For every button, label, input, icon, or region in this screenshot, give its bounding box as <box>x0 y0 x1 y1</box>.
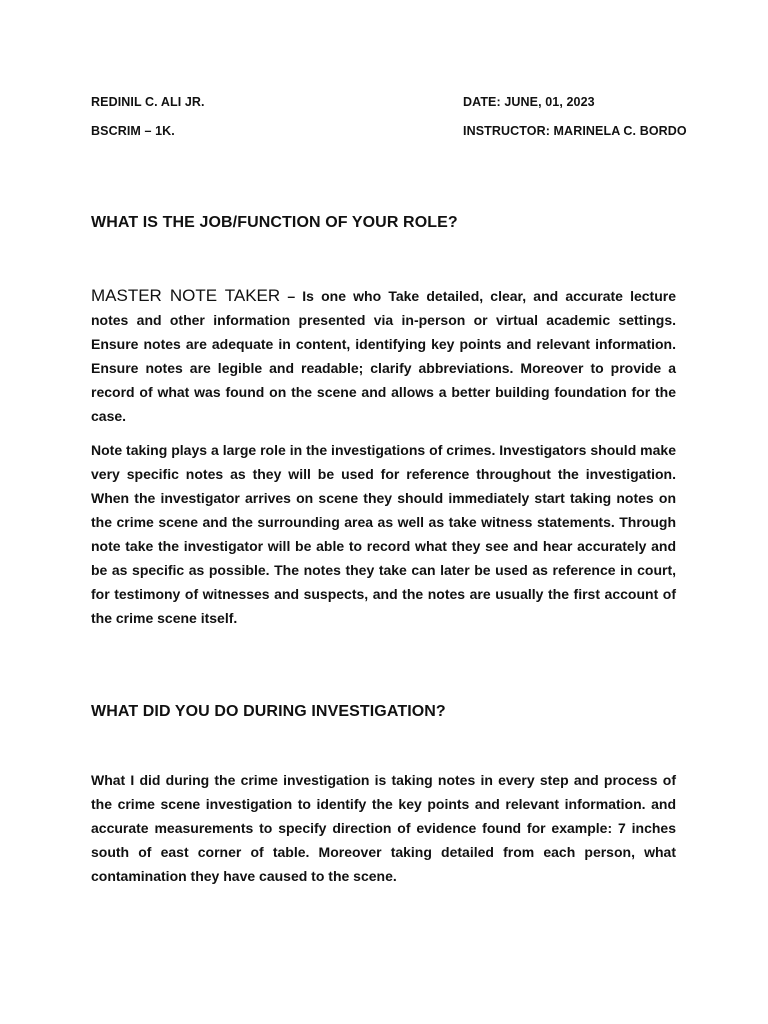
course-section: BSCRIM – 1K. <box>91 124 175 138</box>
role-title-dash: – <box>280 288 303 304</box>
role-description-paragraph <box>91 284 676 428</box>
student-name: REDINIL C. ALI JR. <box>91 95 205 109</box>
section2-heading: WHAT DID YOU DO DURING INVESTIGATION? <box>91 703 446 720</box>
date-label: DATE: JUNE, 01, 2023 <box>463 95 595 109</box>
role-title: MASTER NOTE TAKER <box>91 286 281 305</box>
section1-heading: WHAT IS THE JOB/FUNCTION OF YOUR ROLE? <box>91 214 458 231</box>
investigation-paragraph: What I did during the crime investigation is taking notes in every step and process of the crime scene investigation to identify the key points and relevant information. and accurate measurements to specify direction of evidence found for example: 7 inches south of east corner of table. Moreover taking detailed from each person, what contamination they have caused to the scene. <box>91 772 676 884</box>
role-description-text: Is one who Take detailed, clear, and accurate lecture notes and other information presented via in-person or virtual academic settings. Ensure notes are adequate in content, identifying key points and relevant information. Ensure notes are legible and readable; clarify abbreviations. Moreover to provide a record of what was found on the scene and allows a better building foundation for the case. <box>91 288 676 424</box>
note-taking-paragraph: Note taking plays a large role in the investigations of crimes. Investigators should make very specific notes as they will be used for reference throughout the investigation. When the investigator arrives on scene they should immediately start taking notes on the crime scene and the surrounding area as well as take witness statements. Through note take the investigator will be able to record what they see and hear accurately and be as specific as possible. The notes they take can later be used as reference in court, for testimony of witnesses and suspects, and the notes are usually the first account of the crime scene itself. <box>91 442 676 626</box>
instructor-label: INSTRUCTOR: MARINELA C. BORDO <box>463 124 687 138</box>
